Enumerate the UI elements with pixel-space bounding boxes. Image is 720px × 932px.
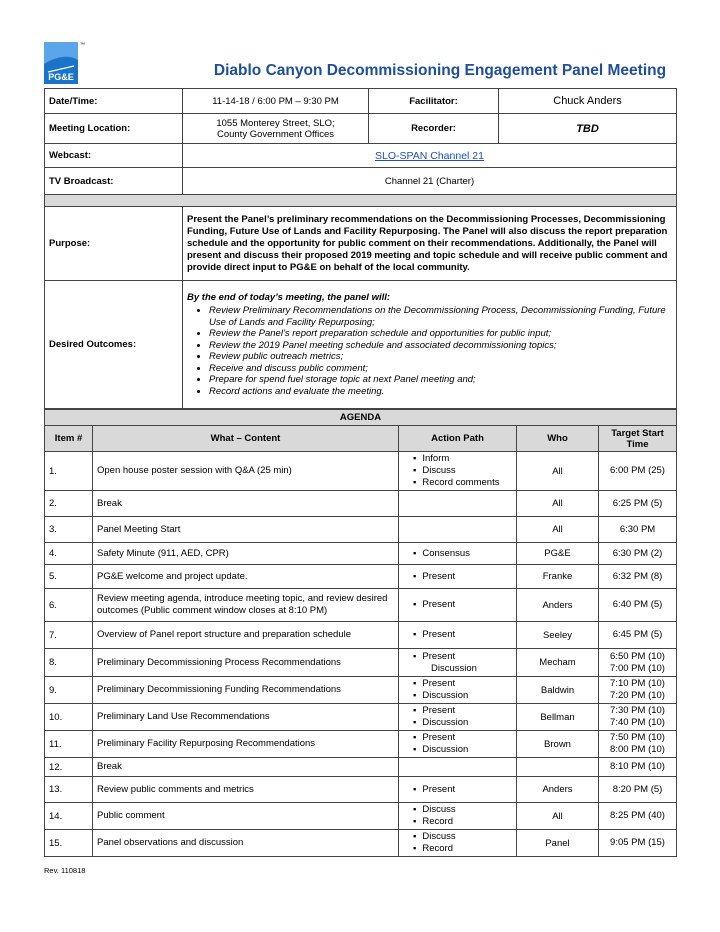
action-list xyxy=(403,599,512,611)
agenda-item-content: Public comment xyxy=(93,803,399,830)
time-value: 6:50 PM (10) xyxy=(610,650,665,662)
agenda-action-path xyxy=(399,517,517,543)
agenda-table xyxy=(44,409,677,857)
action-item: ▪ Discuss xyxy=(413,465,512,477)
time-value: 6:25 PM (5) xyxy=(612,497,663,509)
time-value: 6:30 PM xyxy=(619,523,656,535)
agenda-who: All xyxy=(517,803,599,830)
agenda-item-number: 7. xyxy=(45,622,93,649)
agenda-action-path xyxy=(399,649,517,677)
action-list xyxy=(403,629,512,641)
agenda-item-content: Preliminary Decommissioning Funding Recommendations xyxy=(93,677,399,704)
time-value: 8:00 PM (10) xyxy=(610,744,665,755)
location-line2: County Government Offices xyxy=(216,128,335,140)
outcome-item: • Review public outreach metrics; xyxy=(209,351,672,363)
agenda-row xyxy=(45,517,677,543)
time-value: 6:00 PM (25) xyxy=(610,465,665,476)
agenda-action-path xyxy=(399,830,517,857)
action-list xyxy=(403,804,512,828)
agenda-who: Baldwin xyxy=(517,677,599,704)
time-value: 8:20 PM (5) xyxy=(612,783,663,795)
section-divider xyxy=(45,195,677,207)
agenda-action-path xyxy=(399,491,517,517)
agenda-action-path xyxy=(399,677,517,704)
trademark-mark: ™ xyxy=(80,42,85,48)
agenda-who: Franke xyxy=(517,565,599,589)
agenda-start-time xyxy=(599,830,677,857)
agenda-start-time xyxy=(599,589,677,622)
outcomes-label: Desired Outcomes: xyxy=(45,281,183,409)
outcome-item: • Record actions and evaluate the meeting. xyxy=(209,386,672,398)
time-value: 7:00 PM (10) xyxy=(610,662,665,674)
agenda-start-time xyxy=(599,704,677,731)
action-item: ▪ Consensus xyxy=(413,548,512,560)
agenda-action-path xyxy=(399,777,517,803)
time-value: 6:45 PM (5) xyxy=(612,629,663,640)
agenda-row xyxy=(45,731,677,758)
agenda-item-content: Safety Minute (911, AED, CPR) xyxy=(93,543,399,565)
agenda-item-content: Overview of Panel report structure and preparation schedule xyxy=(93,622,399,649)
time-value: 6:40 PM (5) xyxy=(612,599,663,610)
agenda-action-path xyxy=(399,452,517,491)
action-item: Discussion xyxy=(431,662,477,674)
facilitator-label: Facilitator: xyxy=(369,89,499,114)
action-list xyxy=(403,651,512,675)
agenda-row xyxy=(45,704,677,731)
action-item: ▪ Discuss xyxy=(413,804,512,816)
action-list xyxy=(403,453,512,489)
action-list xyxy=(403,831,512,855)
agenda-item-content: Review public comments and metrics xyxy=(93,777,399,803)
agenda-header-row xyxy=(45,426,677,452)
agenda-start-time xyxy=(599,731,677,758)
purpose-table xyxy=(44,194,677,409)
outcome-item: • Receive and discuss public comment; xyxy=(209,363,672,375)
agenda-item-content: Panel observations and discussion xyxy=(93,830,399,857)
agenda-action-path xyxy=(399,565,517,589)
agenda-start-time xyxy=(599,565,677,589)
action-list xyxy=(403,705,512,729)
outcomes-cell xyxy=(183,281,677,409)
agenda-item-content: Preliminary Land Use Recommendations xyxy=(93,704,399,731)
tv-label: TV Broadcast: xyxy=(45,168,183,195)
agenda-item-number: 9. xyxy=(45,677,93,704)
action-item: ▪ Record xyxy=(413,816,512,828)
time-value: 8:25 PM (40) xyxy=(610,810,665,821)
outcome-item: • Review the Panel’s report preparation schedule and opportunities for public input; xyxy=(209,328,672,340)
action-item: ▪ Inform xyxy=(413,453,512,465)
time-value: 7:30 PM (10) xyxy=(610,705,665,716)
agenda-item-number: 4. xyxy=(45,543,93,565)
agenda-who: Seeley xyxy=(517,622,599,649)
agenda-who xyxy=(517,758,599,777)
agenda-item-content: Preliminary Decommissioning Process Recommendations xyxy=(93,649,399,677)
agenda-row xyxy=(45,452,677,491)
agenda-start-time xyxy=(599,777,677,803)
agenda-start-time xyxy=(599,758,677,777)
action-list xyxy=(403,548,512,560)
agenda-item-number: 3. xyxy=(45,517,93,543)
agenda-who: Mecham xyxy=(517,649,599,677)
action-item: ▪ Present xyxy=(413,678,512,690)
col-who: Who xyxy=(517,426,599,452)
agenda-start-time xyxy=(599,543,677,565)
time-value: 7:20 PM (10) xyxy=(610,690,665,701)
logo-text: PG&E xyxy=(48,72,74,82)
action-item: ▪ Present xyxy=(413,732,512,744)
agenda-item-content: Review meeting agenda, introduce meeting topic, and review desired outcomes (Public comment window closes at 8:10 PM) xyxy=(93,589,399,622)
action-item: ▪ Discussion xyxy=(413,744,512,756)
agenda-start-time xyxy=(599,677,677,704)
agenda-start-time xyxy=(599,491,677,517)
agenda-title: AGENDA xyxy=(45,410,677,426)
outcomes-list xyxy=(187,305,672,397)
action-item: ▪ Present xyxy=(413,651,512,663)
time-value: 8:10 PM (10) xyxy=(610,761,665,772)
agenda-item-number: 5. xyxy=(45,565,93,589)
action-item: ▪ Discussion xyxy=(413,690,512,702)
recorder-label: Recorder: xyxy=(369,114,499,144)
agenda-item-number: 1. xyxy=(45,452,93,491)
agenda-item-number: 12. xyxy=(45,758,93,777)
time-value: 6:32 PM (8) xyxy=(612,570,663,582)
agenda-body xyxy=(45,452,677,857)
time-value: 9:05 PM (15) xyxy=(610,837,665,848)
revision-note: Rev. 110818 xyxy=(44,866,86,875)
agenda-action-path xyxy=(399,543,517,565)
agenda-item-content: Open house poster session with Q&A (25 min) xyxy=(93,452,399,491)
agenda-start-time xyxy=(599,452,677,491)
agenda-action-path xyxy=(399,589,517,622)
agenda-who: Bellman xyxy=(517,704,599,731)
agenda-action-path xyxy=(399,731,517,758)
agenda-item-number: 6. xyxy=(45,589,93,622)
agenda-who: Brown xyxy=(517,731,599,758)
action-item: ▪ Present xyxy=(413,599,512,611)
tv-value: Channel 21 (Charter) xyxy=(183,168,677,195)
location-value xyxy=(183,114,369,144)
agenda-who: All xyxy=(517,517,599,543)
time-value: 7:50 PM (10) xyxy=(610,732,665,743)
action-item: ▪ Present xyxy=(413,629,512,641)
action-list xyxy=(403,571,512,583)
action-item: ▪ Present xyxy=(413,705,512,717)
agenda-item-content: Break xyxy=(93,758,399,777)
action-item: ▪ Discussion xyxy=(413,717,512,729)
agenda-start-time xyxy=(599,649,677,677)
agenda-item-number: 11. xyxy=(45,731,93,758)
agenda-who: Anders xyxy=(517,589,599,622)
agenda-action-path xyxy=(399,758,517,777)
agenda-row xyxy=(45,758,677,777)
agenda-item-content: Break xyxy=(93,491,399,517)
time-value: 7:10 PM (10) xyxy=(610,678,665,689)
agenda-row xyxy=(45,803,677,830)
agenda-row xyxy=(45,777,677,803)
agenda-who: All xyxy=(517,491,599,517)
agenda-start-time xyxy=(599,517,677,543)
agenda-action-path xyxy=(399,622,517,649)
agenda-who: Panel xyxy=(517,830,599,857)
col-action: Action Path xyxy=(399,426,517,452)
action-list xyxy=(403,678,512,702)
time-value: 7:40 PM (10) xyxy=(610,717,665,728)
agenda-who: All xyxy=(517,452,599,491)
agenda-item-number: 10. xyxy=(45,704,93,731)
agenda-row xyxy=(45,491,677,517)
action-item: ▪ Present xyxy=(413,784,512,796)
agenda-item-number: 2. xyxy=(45,491,93,517)
location-label: Meeting Location: xyxy=(45,114,183,144)
agenda-item-number: 14. xyxy=(45,803,93,830)
webcast-cell xyxy=(183,144,677,168)
action-item: ▪ Present xyxy=(413,571,512,583)
outcome-item: • Prepare for spend fuel storage topic at next Panel meeting and; xyxy=(209,374,672,386)
action-list xyxy=(403,784,512,796)
agenda-row xyxy=(45,830,677,857)
col-time: Target Start Time xyxy=(599,426,677,452)
outcomes-intro: By the end of today’s meeting, the panel will: xyxy=(187,292,391,303)
purpose-label: Purpose: xyxy=(45,207,183,281)
agenda-item-content: Panel Meeting Start xyxy=(93,517,399,543)
action-list xyxy=(403,732,512,756)
meeting-info-table xyxy=(44,88,677,195)
action-item: ▪ Record comments xyxy=(413,477,512,489)
agenda-start-time xyxy=(599,622,677,649)
purpose-text: Present the Panel’s preliminary recommendations on the Decommissioning Processes, Decommissioning Funding, Future Use of Lands and Facility Repurposing. The Panel will also discuss the report preparation schedule and the opportunity for public comment on their recommendations. Additionally, the Panel will present and discuss their proposed 2019 meeting and topic schedule and will receive public comment and provide direct input to PG&E on behalf of the local community. xyxy=(183,207,677,281)
agenda-row xyxy=(45,649,677,677)
agenda-who: Anders xyxy=(517,777,599,803)
agenda-row xyxy=(45,622,677,649)
location-line1: 1055 Monterey Street, SLO; xyxy=(216,117,335,129)
recorder-value: TBD xyxy=(499,114,677,144)
agenda-item-content: Preliminary Facility Repurposing Recommendations xyxy=(93,731,399,758)
pge-logo xyxy=(44,42,78,84)
datetime-value: 11-14-18 / 6:00 PM – 9:30 PM xyxy=(183,89,369,114)
facilitator-value: Chuck Anders xyxy=(499,89,677,114)
webcast-link[interactable]: SLO-SPAN Channel 21 xyxy=(375,149,484,162)
agenda-action-path xyxy=(399,803,517,830)
webcast-label: Webcast: xyxy=(45,144,183,168)
col-what: What – Content xyxy=(93,426,399,452)
col-item: Item # xyxy=(45,426,93,452)
agenda-row xyxy=(45,565,677,589)
page-title: Diablo Canyon Decommissioning Engagement Panel Meeting xyxy=(213,62,667,79)
agenda-row xyxy=(45,589,677,622)
agenda-item-number: 8. xyxy=(45,649,93,677)
agenda-start-time xyxy=(599,803,677,830)
agenda-who: PG&E xyxy=(517,543,599,565)
agenda-action-path xyxy=(399,704,517,731)
action-item: ▪ Discuss xyxy=(413,831,512,843)
agenda-row xyxy=(45,677,677,704)
agenda-item-number: 15. xyxy=(45,830,93,857)
outcome-item: • Review the 2019 Panel meeting schedule and associated decommissioning topics; xyxy=(209,340,672,352)
agenda-row xyxy=(45,543,677,565)
time-value: 6:30 PM (2) xyxy=(612,547,663,559)
outcome-item: • Review Preliminary Recommendations on the Decommissioning Process, Decommissioning Funding, Future Use of Lands and Facility Repurposing; xyxy=(209,305,672,328)
datetime-label: Date/Time: xyxy=(45,89,183,114)
agenda-item-content: PG&E welcome and project update. xyxy=(93,565,399,589)
agenda-item-number: 13. xyxy=(45,777,93,803)
action-item: ▪ Record xyxy=(413,843,512,855)
